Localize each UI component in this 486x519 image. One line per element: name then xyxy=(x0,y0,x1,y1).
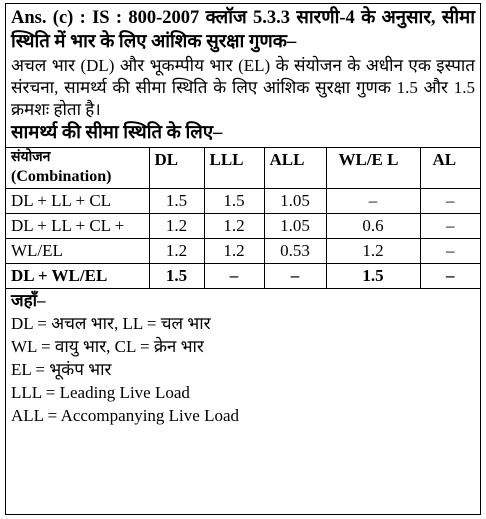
legend-item: EL = भूकंप भार xyxy=(11,360,112,379)
header-col: ALL xyxy=(264,148,326,189)
answer-heading-block xyxy=(6,4,480,148)
legend-item: LLL = Leading Live Load xyxy=(11,383,190,402)
answer-paragraph: अचल भार (DL) और भूकम्पीय भार (EL) के संयोजन के अधीन एक इस्पात संरचना, सामर्थ्य की सीमा स्थिति के लिए आंशिक सुरक्षा गुणक 1.5 और 1.5 क्रमशः होता है। xyxy=(11,56,475,119)
load-factor-table xyxy=(6,148,480,289)
table-row xyxy=(6,239,480,264)
table-cell: – xyxy=(204,264,264,289)
table-cell: – xyxy=(420,239,480,264)
table-cell: 1.5 xyxy=(204,189,264,214)
table-cell: 1.5 xyxy=(149,264,204,289)
table-cell: 1.2 xyxy=(149,239,204,264)
legend-item: DL = अचल भार, LL = चल भार xyxy=(11,314,211,333)
legend-block xyxy=(6,289,480,428)
header-combination xyxy=(6,148,149,189)
row-label: DL + LL + CL + xyxy=(6,214,149,239)
answer-box xyxy=(5,3,481,515)
header-combination-hindi: संयोजन xyxy=(11,150,51,165)
table-row xyxy=(6,189,480,214)
table-cell: – xyxy=(420,264,480,289)
header-col: LLL xyxy=(204,148,264,189)
table-cell: 0.6 xyxy=(326,214,420,239)
header-col: DL xyxy=(149,148,204,189)
table-cell: 1.05 xyxy=(264,189,326,214)
legend-title: जहाँ– xyxy=(11,291,46,310)
table-cell: – xyxy=(420,214,480,239)
header-col: WL/E L xyxy=(326,148,420,189)
table-cell: 1.05 xyxy=(264,214,326,239)
table-cell: – xyxy=(264,264,326,289)
table-cell: – xyxy=(326,189,420,214)
table-cell: 1.2 xyxy=(204,239,264,264)
table-cell: 1.2 xyxy=(149,214,204,239)
table-cell: 1.5 xyxy=(149,189,204,214)
header-combination-english: (Combination) xyxy=(11,168,112,185)
legend-item: WL = वायु भार, CL = क्रेन भार xyxy=(11,337,204,356)
table-cell: 1.2 xyxy=(204,214,264,239)
table-header-row xyxy=(6,148,480,189)
row-label: DL + LL + CL xyxy=(6,189,149,214)
table-row xyxy=(6,264,480,289)
section-subheading: सामर्थ्य की सीमा स्थिति के लिए– xyxy=(11,123,223,143)
row-label: WL/EL xyxy=(6,239,149,264)
header-col: AL xyxy=(420,148,480,189)
table-row xyxy=(6,214,480,239)
table-cell: – xyxy=(420,189,480,214)
answer-title: Ans. (c) : IS : 800-2007 क्लॉज 5.3.3 सारणी-4 के अनुसार, सीमा स्थिति में भार के लिए आंशिक सुरक्षा गुणक– xyxy=(11,8,475,52)
table-cell: 0.53 xyxy=(264,239,326,264)
table-cell: 1.2 xyxy=(326,239,420,264)
row-label: DL + WL/EL xyxy=(6,264,149,289)
table-cell: 1.5 xyxy=(326,264,420,289)
legend-item: ALL = Accompanying Live Load xyxy=(11,406,240,425)
